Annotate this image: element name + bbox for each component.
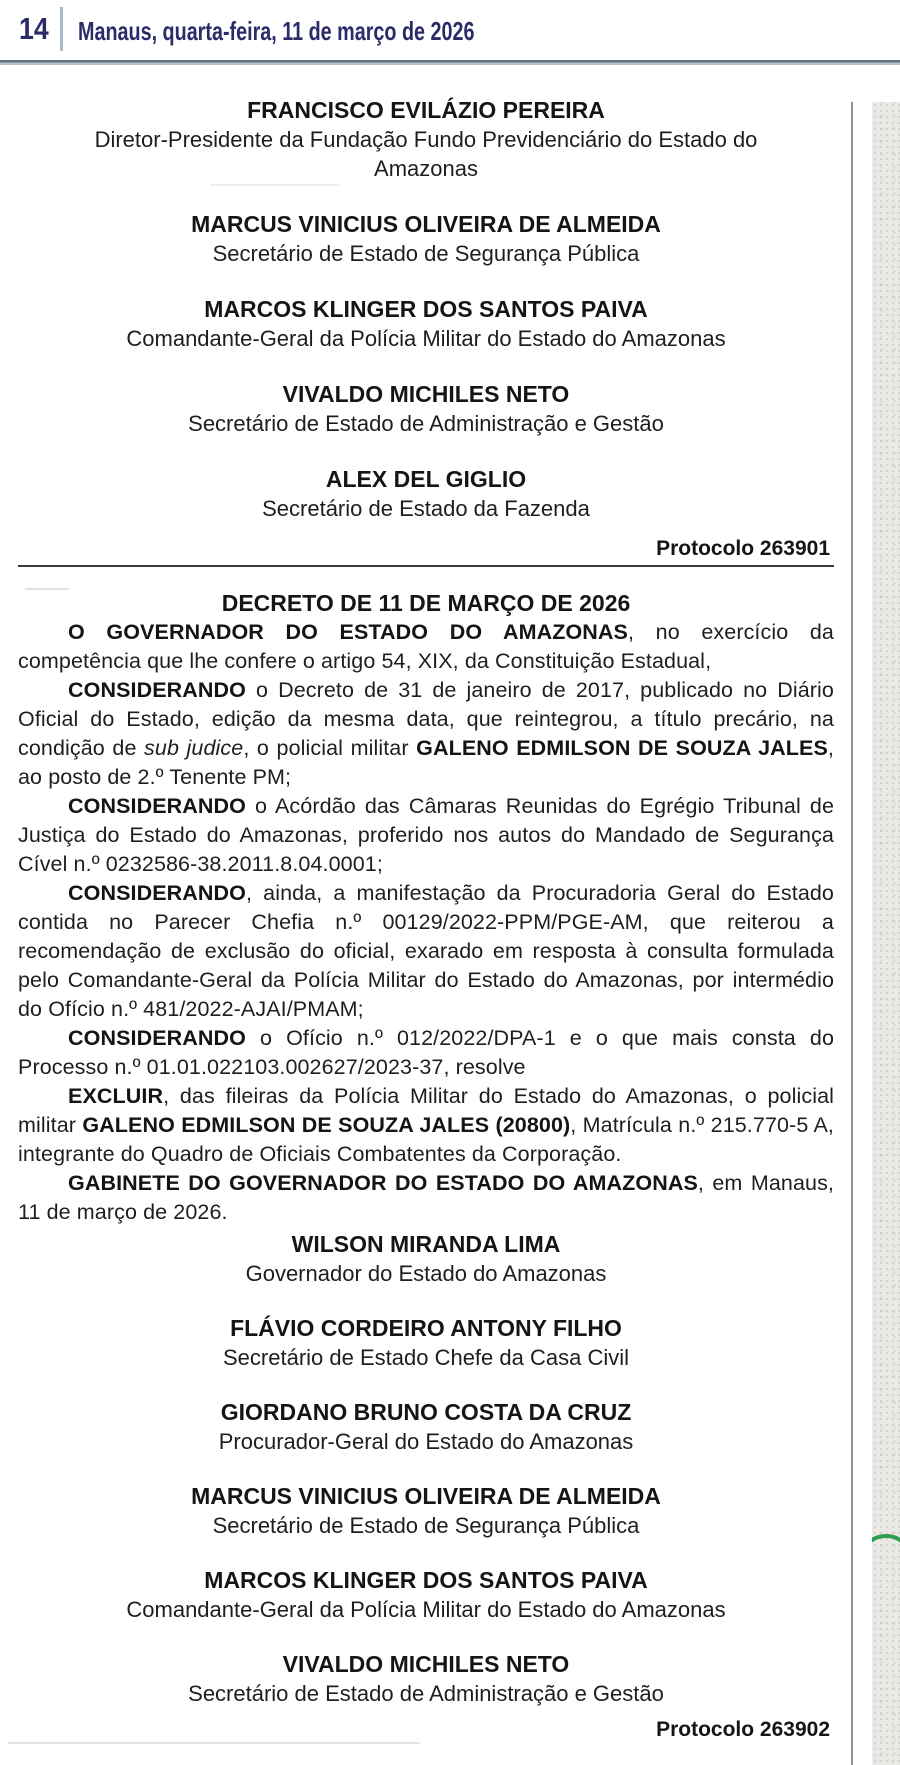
scan-artifact xyxy=(210,184,340,186)
green-stamp-circle xyxy=(872,1534,900,1554)
signatory-title: Secretário de Estado Chefe da Casa Civil xyxy=(223,1345,629,1370)
scan-artifact xyxy=(25,588,69,590)
decree-paragraph: CONSIDERANDO, ainda, a manifestação da Procuradoria Geral do Estado contida no Parecer Chefia n.º 00129/2022-PPM/PGE-AM, que reiterou a recomendação de exclusão do oficial, exarado em resposta à consulta formulada pelo Comandante-Geral da Polícia Militar do Estado do Amazonas, por intermédio do Ofício n.º 481/2022-AJAI/PMAM; xyxy=(18,881,834,1021)
signature-list-bottom xyxy=(18,1230,834,1708)
signature-block xyxy=(18,1650,834,1708)
signatory-name: ALEX DEL GIGLIO xyxy=(325,466,527,492)
protocol-number-bottom: Protocolo 263902 xyxy=(656,1718,830,1741)
signatory-title: Secretário de Estado de Administração e Gestão xyxy=(188,411,664,436)
signatory-name: MARCUS VINICIUS OLIVEIRA DE ALMEIDA xyxy=(191,211,661,237)
signatory-title: Secretário de Estado de Administração e Gestão xyxy=(188,1681,664,1706)
signature-block xyxy=(18,210,834,268)
decree-paragraph: CONSIDERANDO o Ofício n.º 012/2022/DPA-1 e o que mais consta do Processo n.º 01.01.022103.002627/2023-37, resolve xyxy=(18,1026,834,1079)
signatory-name: MARCOS KLINGER DOS SANTOS PAIVA xyxy=(204,296,648,322)
column-divider-line xyxy=(851,102,853,1765)
signature-block xyxy=(18,380,834,438)
header-date: Manaus, quarta-feira, 11 de março de 2026 xyxy=(78,16,475,46)
signatory-name: VIVALDO MICHILES NETO xyxy=(282,381,570,407)
signature-block xyxy=(18,1314,834,1372)
signatory-name: FLÁVIO CORDEIRO ANTONY FILHO xyxy=(230,1315,622,1341)
signatory-title: Governador do Estado do Amazonas xyxy=(245,1261,607,1286)
signature-block xyxy=(18,295,834,353)
signatory-name: MARCOS KLINGER DOS SANTOS PAIVA xyxy=(204,1567,648,1593)
signatory-title: Secretário de Estado da Fazenda xyxy=(262,496,590,521)
signatory-name: MARCUS VINICIUS OLIVEIRA DE ALMEIDA xyxy=(191,1483,661,1509)
signature-block xyxy=(18,1398,834,1456)
signatory-name: GIORDANO BRUNO COSTA DA CRUZ xyxy=(220,1399,632,1425)
page-number: 14 xyxy=(19,11,49,46)
decree-paragraph: GABINETE DO GOVERNADOR DO ESTADO DO AMAZONAS, em Manaus, 11 de março de 2026. xyxy=(18,1171,834,1224)
header-separator-bar xyxy=(60,7,63,51)
green-stamp-arc xyxy=(872,1530,900,1554)
signature-block xyxy=(18,465,834,523)
adjacent-page-edge xyxy=(872,102,900,1765)
signatory-name: VIVALDO MICHILES NETO xyxy=(282,1651,570,1677)
signatory-title: Secretário de Estado de Segurança Pública xyxy=(212,1513,640,1538)
content-column xyxy=(18,96,834,1744)
signatory-title: Secretário de Estado de Segurança Pública xyxy=(212,241,640,266)
signatory-title: Amazonas xyxy=(374,156,478,181)
decree-paragraph: CONSIDERANDO o Acórdão das Câmaras Reunidas do Egrégio Tribunal de Justiça do Estado do Amazonas, proferido nos autos do Mandado de Segurança Cível n.º 0232586-38.2011.8.04.0001; xyxy=(18,794,834,876)
header-rule xyxy=(0,60,900,65)
decree-paragraph: EXCLUIR, das fileiras da Polícia Militar do Estado do Amazonas, o policial militar GALENO EDMILSON DE SOUZA JALES (20800), Matrícula n.º 215.770-5 A, integrante do Quadro de Oficiais Combatentes da Corporação. xyxy=(18,1084,834,1166)
signatory-title: Procurador-Geral do Estado do Amazonas xyxy=(218,1429,634,1454)
decree-paragraph: CONSIDERANDO o Decreto de 31 de janeiro de 2017, publicado no Diário Oficial do Estado, edição da mesma data, que reintegrou, a título precário, na condição de sub judice, o policial militar GALENO EDMILSON DE SOUZA JALES, ao posto de 2.º Tenente PM; xyxy=(18,678,834,789)
signatory-title: Diretor-Presidente da Fundação Fundo Previdenciário do Estado do xyxy=(94,127,758,152)
signature-list-top xyxy=(18,96,834,523)
signature-block xyxy=(18,1482,834,1540)
signatory-name: FRANCISCO EVILÁZIO PEREIRA xyxy=(247,97,605,123)
decree-title: DECRETO DE 11 DE MARÇO DE 2026 xyxy=(221,590,631,616)
protocol-number-top: Protocolo 263901 xyxy=(656,537,830,560)
signature-block xyxy=(18,1230,834,1288)
decree-body xyxy=(18,618,834,1227)
decree-paragraph: O GOVERNADOR DO ESTADO DO AMAZONAS, no exercício da competência que lhe confere o artigo 54, XIX, da Constituição Estadual, xyxy=(18,620,834,673)
signatory-title: Comandante-Geral da Polícia Militar do Estado do Amazonas xyxy=(126,326,726,351)
scan-artifact xyxy=(8,1742,420,1744)
signatory-title: Comandante-Geral da Polícia Militar do Estado do Amazonas xyxy=(126,1597,726,1622)
signature-block xyxy=(18,1566,834,1624)
signatory-name: WILSON MIRANDA LIMA xyxy=(291,1231,561,1257)
section-divider-rule xyxy=(18,565,834,567)
signature-block xyxy=(18,96,834,183)
